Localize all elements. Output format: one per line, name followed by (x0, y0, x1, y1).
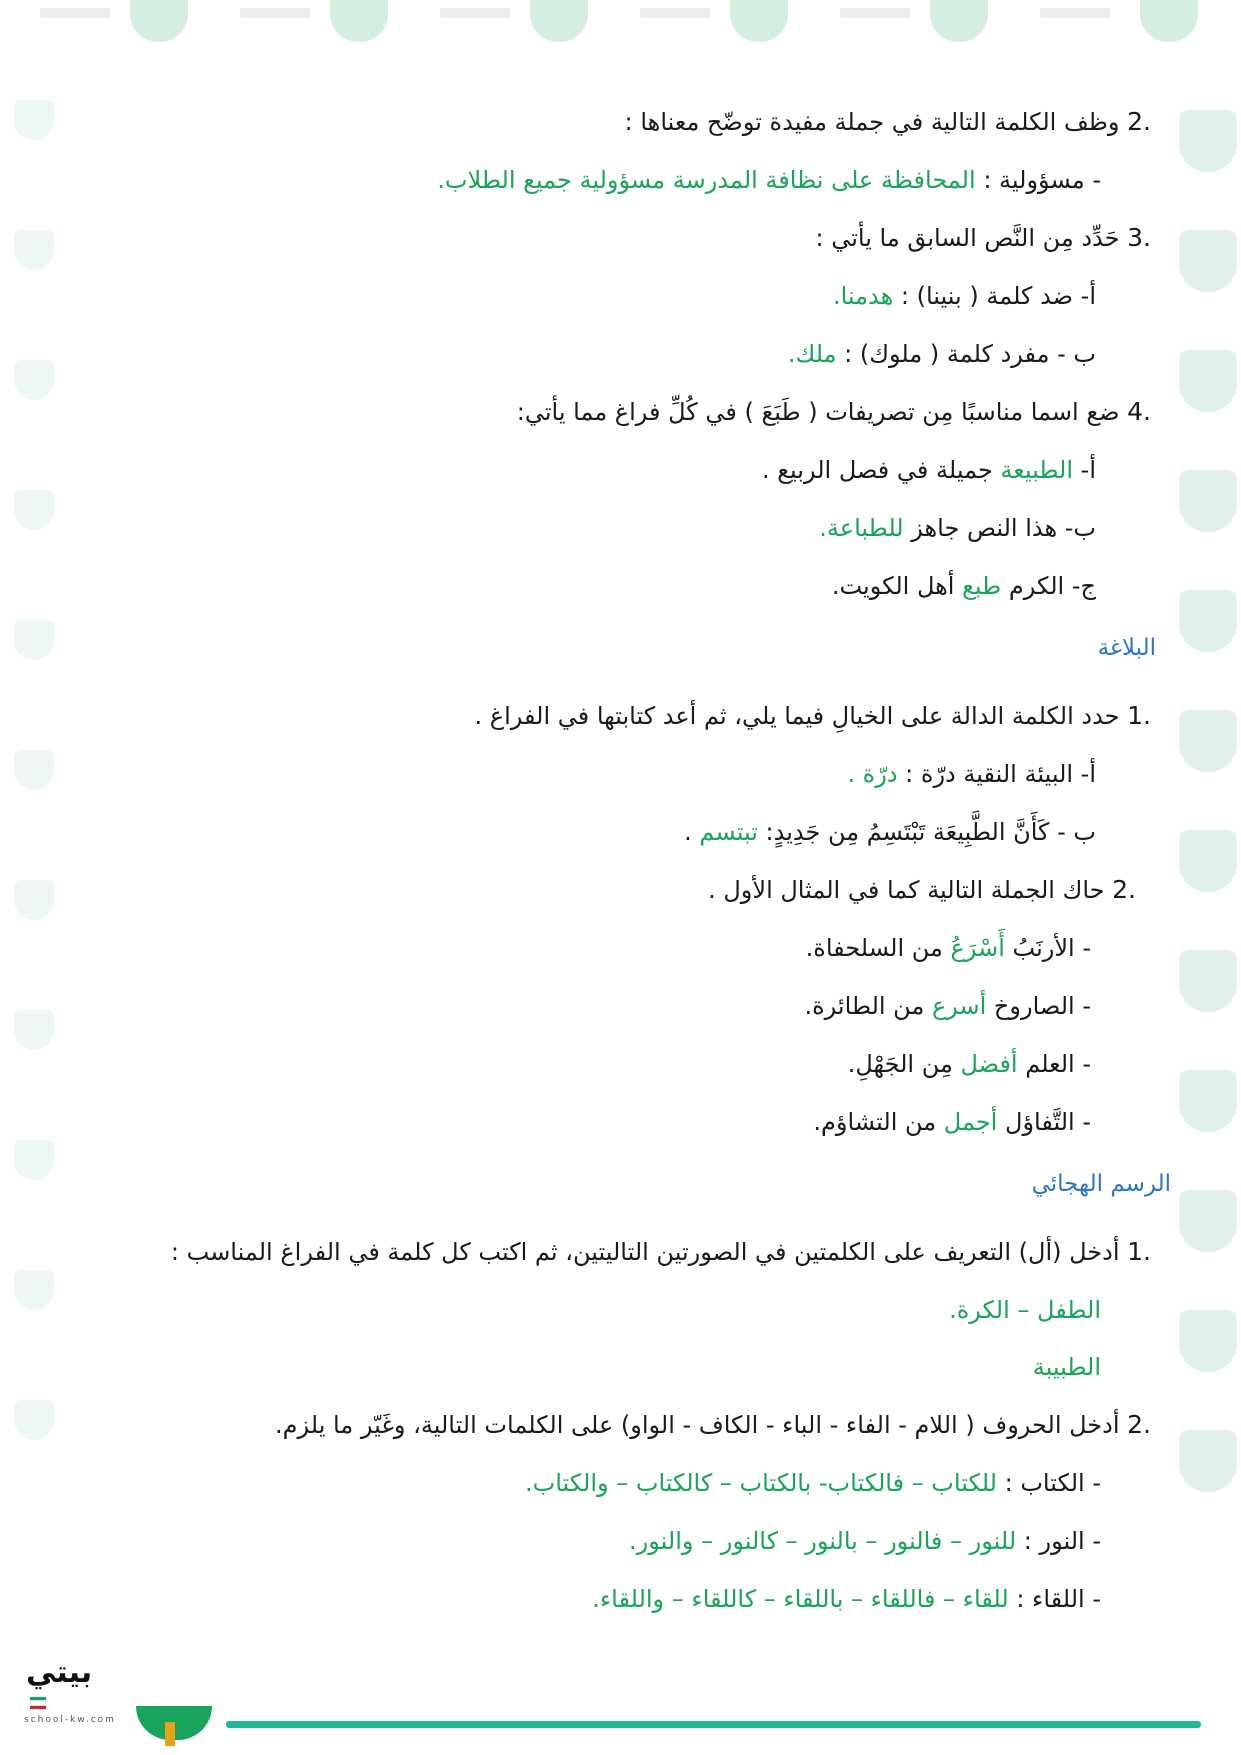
balagha-question-1-a (847, 757, 1096, 791)
leaf-stem (165, 1722, 175, 1746)
spelling-question-1-answer-2: الطبيبة (1032, 1353, 1101, 1381)
vocab-question-3 (816, 221, 1151, 255)
answer-text: تبتسم (699, 818, 758, 846)
item-text: . (684, 818, 692, 846)
question-text: حدد الكلمة الدالة على الخيالِ فيما يلي، ثم أعد كتابتها في الفراغ . (474, 702, 1120, 730)
balagha-question-1 (475, 699, 1152, 733)
answer-text: درّة . (847, 760, 898, 788)
item-text: من الطائرة. (804, 992, 925, 1020)
item-label: أ- ضد كلمة ( بنينا) : (900, 282, 1096, 310)
answer-text: أجمل (943, 1108, 998, 1136)
spelling-row (592, 1582, 1101, 1616)
spelling-row (629, 1524, 1101, 1558)
spelling-question-1-answer-1: الطفل – الكرة. (949, 1296, 1101, 1324)
item-label: ب - كَأَنَّ الطَّبِيعَة تَبْتَسِمُ مِن جَدِيدٍ: (765, 818, 1096, 846)
kuwait-flag-icon (30, 1697, 46, 1707)
vocab-question-2-answer-line (437, 163, 1101, 197)
section-heading-spelling: الرسم الهجائي (1031, 1171, 1171, 1197)
balagha-question-1-b (684, 815, 1096, 849)
answer-text: للنور – فالنور – بالنور – كالنور – والنور. (629, 1527, 1017, 1555)
balagha-item (813, 1105, 1091, 1139)
answer-text: للطباعة. (819, 514, 904, 542)
footer-divider (226, 1721, 1201, 1728)
question-text: حَدِّد مِن النَّص السابق ما يأتي : (815, 224, 1120, 252)
question-text: أدخل (أل) التعريف على الكلمتين في الصورتين التاليتين، ثم اكتب كل كلمة في الفراغ المناسب : (170, 1238, 1120, 1266)
answer-text: أَسْرَعُ (950, 934, 1005, 962)
balagha-question-2 (708, 873, 1136, 907)
answer-text: ملك. (787, 340, 837, 368)
answer-text: الطبيعة (1000, 456, 1074, 484)
item-label: ب- هذا النص جاهز (911, 514, 1096, 542)
vocab-question-4 (517, 395, 1151, 429)
vocab-question-4-a (762, 453, 1096, 487)
item-text: جميلة في فصل الربيع . (762, 456, 993, 484)
item-label: - النور : (1023, 1527, 1101, 1555)
answer-text: هدمنا. (832, 282, 894, 310)
vocab-question-4-c (832, 569, 1096, 603)
question-text: أدخل الحروف ( اللام - الفاء - الباء - الكاف - الواو) على الكلمات التالية، وغَيّر ما يلزم. (275, 1411, 1120, 1439)
spelling-question-1 (171, 1235, 1151, 1269)
item-text: أهل الكويت. (831, 572, 955, 600)
question-number: 2. (1127, 1410, 1151, 1439)
item-text: من السلحفاة. (805, 934, 943, 962)
item-label: - التَّفاؤل (1005, 1108, 1091, 1136)
balagha-item (848, 1047, 1091, 1081)
spelling-row (525, 1466, 1101, 1500)
question-number: 2. (1112, 875, 1136, 904)
vocab-question-3-a (833, 279, 1096, 313)
question-number: 2. (1127, 107, 1151, 136)
site-logo (24, 1655, 134, 1727)
item-label: - العلم (1025, 1050, 1091, 1078)
item-label: أ- البيئة النقية درّة : (905, 760, 1096, 788)
logo-text: بيتي (26, 1655, 93, 1690)
item-label: - مسؤولية : (983, 166, 1101, 194)
answer-text: للكتاب – فالكتاب- بالكتاب – كالكتاب – والكتاب. (524, 1469, 997, 1497)
question-number: 1. (1127, 701, 1151, 730)
item-label: - اللقاء : (1016, 1585, 1101, 1613)
vocab-question-3-b (788, 337, 1096, 371)
answer-text: أفضل (960, 1050, 1018, 1078)
balagha-item (804, 989, 1091, 1023)
question-text: وظف الكلمة التالية في جملة مفيدة توضّح معناها : (624, 108, 1120, 136)
question-number: 4. (1127, 397, 1151, 426)
question-number: 1. (1127, 1237, 1151, 1266)
answer-text: للقاء – فاللقاء – باللقاء – كاللقاء – واللقاء. (592, 1585, 1009, 1613)
question-text: حاك الجملة التالية كما في المثال الأول . (708, 876, 1105, 904)
answer-text: أسرع (931, 992, 987, 1020)
logo-url: school-kw.com (24, 1715, 116, 1725)
item-label: ج- الكرم (1008, 572, 1096, 600)
answer-text: المحافظة على نظافة المدرسة مسؤولية جميع الطلاب. (437, 166, 976, 194)
vocab-question-4-b (819, 511, 1096, 545)
answer-text: طبع (962, 572, 1002, 600)
question-text: ضع اسما مناسبًا مِن تصريفات ( طَبَعَ ) في كُلِّ فراغ مما يأتي: (516, 398, 1120, 426)
item-text: من التشاؤم. (813, 1108, 937, 1136)
spelling-question-2 (275, 1408, 1151, 1442)
item-label: ب - مفرد كلمة ( ملوك) : (844, 340, 1096, 368)
item-label: أ- (1080, 456, 1096, 484)
balagha-item (806, 931, 1091, 965)
item-label: - الأرنَبُ (1012, 934, 1091, 962)
item-label: - الصاروخ (993, 992, 1091, 1020)
item-label: - الكتاب : (1004, 1469, 1101, 1497)
item-text: مِن الجَهْلِ. (847, 1050, 953, 1078)
vocab-question-2 (625, 105, 1151, 139)
section-heading-balagha: البلاغة (1097, 635, 1156, 661)
question-number: 3. (1127, 223, 1151, 252)
